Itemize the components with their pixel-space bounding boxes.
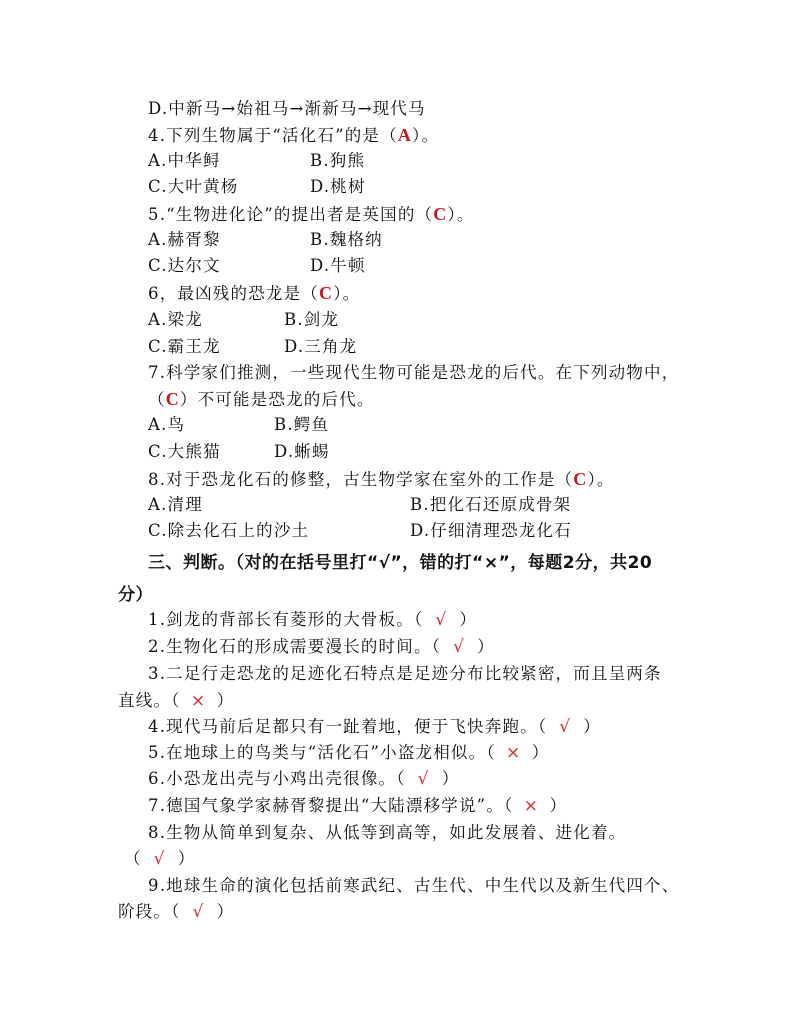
q7-stem-line1: 7.科学家们推测，一些现代生物可能是恐龙的后代。在下列动物中，	[148, 363, 680, 382]
cross-mark-icon: ×	[523, 796, 540, 816]
cross-mark-icon: ×	[506, 743, 522, 763]
q5-option-a: A.赫胥黎	[148, 230, 221, 249]
q4-option-b: B.狗熊	[310, 151, 366, 170]
judge-item-7: 7.德国气象学家赫胥黎提出“大陆漂移学说”。（ × ）	[148, 793, 567, 819]
q6-answer: C	[319, 283, 334, 303]
q6-stem: 6，最凶残的恐龙是（C）。	[148, 283, 361, 303]
q7-answer: C	[165, 389, 180, 409]
q4-answer: A	[397, 125, 413, 145]
q8-option-b: B.把化石还原成骨架	[410, 495, 572, 514]
check-mark-icon: √	[192, 902, 205, 922]
q5-option-c: C.达尔文	[148, 256, 221, 275]
judge-item-9-line2: 阶段。（ √ ）	[118, 899, 234, 925]
q5-stem: 5.“生物进化论”的提出者是英国的（C）。	[148, 204, 475, 224]
q5-option-d: D.牛顿	[310, 256, 366, 275]
judge-item-3-line2: 直线。（ × ）	[118, 688, 234, 714]
q8-option-c: C.除去化石上的沙土	[148, 521, 310, 540]
section-heading-judge-cont: 分）	[118, 585, 153, 605]
q6-option-d: D.三角龙	[284, 337, 358, 356]
check-mark-icon: √	[153, 849, 166, 869]
q6-option-a: A.梁龙	[148, 310, 203, 329]
q5-answer: C	[433, 204, 448, 224]
q4-stem: 4.下列生物属于“活化石”的是（A）。	[148, 125, 440, 145]
judge-item-3-line1: 3.二足行走恐龙的足迹化石特点是足迹分布比较紧密，而且呈两条	[148, 664, 662, 683]
q8-option-d: D.仔细清理恐龙化石	[410, 521, 572, 540]
judge-item-9-line1: 9.地球生命的演化包括前寒武纪、古生代、中生代以及新生代四个、	[148, 876, 680, 895]
q4-option-c: C.大叶黄杨	[148, 177, 239, 196]
q7-option-c: C.大熊猫	[148, 442, 221, 461]
judge-item-6: 6.小恐龙出壳与小鸡出壳很像。（ √ ）	[148, 766, 459, 792]
section-heading-judge: 三、判断。（对的在括号里打“√”，错的打“×”，每题2分，共20	[148, 553, 653, 573]
check-mark-icon: √	[435, 610, 448, 630]
judge-item-8-line2: （ √ ）	[124, 846, 195, 872]
q7-option-d: D.蜥蜴	[274, 442, 330, 461]
q7-stem-line2: （C）不可能是恐龙的后代。	[148, 389, 375, 409]
q5-option-b: B.魏格纳	[310, 230, 383, 249]
q8-answer: C	[573, 469, 588, 489]
judge-item-5: 5.在地球上的鸟类与“活化石”小盗龙相似。（ × ）	[148, 740, 549, 766]
q4-option-a: A.中华鲟	[148, 151, 221, 170]
q8-stem: 8.对于恐龙化石的修整，古生物学家在室外的工作是（C）。	[148, 469, 615, 489]
q7-option-b: B.鳄鱼	[274, 415, 330, 434]
q6-option-b: B.剑龙	[284, 310, 340, 329]
check-mark-icon: √	[559, 717, 572, 737]
judge-item-8-line1: 8.生物从简单到复杂、从低等到高等，如此发展着、进化着。	[148, 823, 627, 842]
judge-item-4: 4.现代马前后足都只有一趾着地，便于飞快奔跑。（ √ ）	[148, 714, 601, 740]
q7-option-a: A.鸟	[148, 415, 186, 434]
cross-mark-icon: ×	[190, 691, 207, 711]
judge-item-1: 1.剑龙的背部长有菱形的大骨板。（ √ ）	[148, 607, 477, 633]
judge-item-2: 2.生物化石的形成需要漫长的时间。（ √ ）	[148, 634, 495, 660]
q6-option-c: C.霸王龙	[148, 337, 221, 356]
q4-option-d: D.桃树	[310, 177, 366, 196]
q3-option-d: D.中新马→始祖马→渐新马→现代马	[148, 99, 426, 118]
q8-option-a: A.清理	[148, 495, 203, 514]
check-mark-icon: √	[453, 637, 466, 657]
check-mark-icon: √	[417, 769, 430, 789]
